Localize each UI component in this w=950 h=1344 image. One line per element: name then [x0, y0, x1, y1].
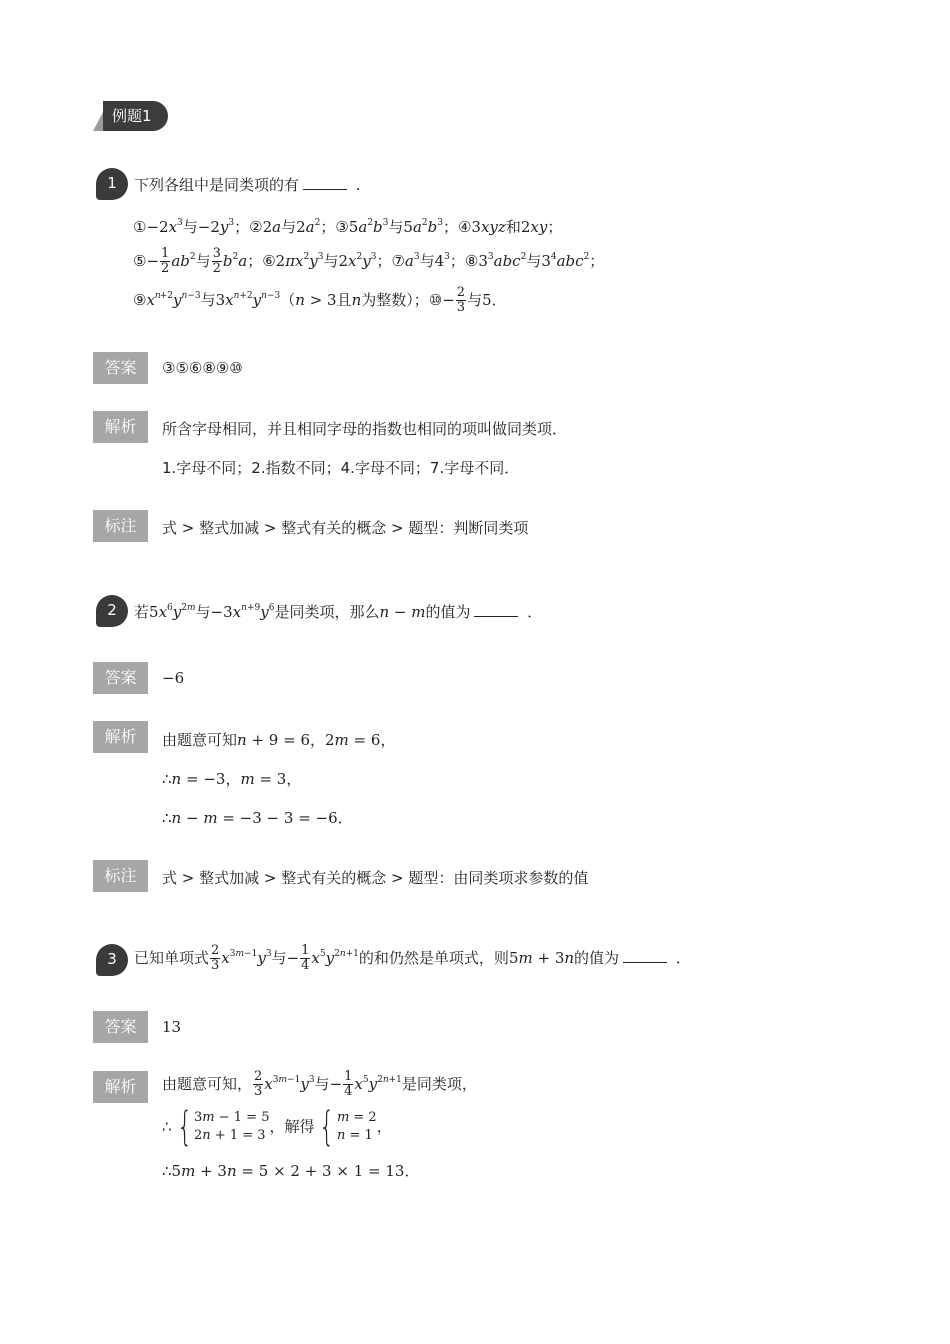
q2-analysis-line-1: 由题意可知n + 9 = 6，2m = 6， [162, 731, 396, 749]
answer-blank [623, 948, 667, 963]
answer-tag: 答案 [93, 352, 148, 384]
q1-note: 式 > 整式加减 > 整式有关的概念 > 题型：判断同类项 [162, 519, 529, 537]
q1-analysis-line-1: 所含字母相同，并且相同字母的指数也相同的项叫做同类项． [162, 420, 568, 438]
note-tag: 标注 [93, 860, 148, 892]
q2-analysis-line-3: ∴n − m = −3 − 3 = −6． [162, 809, 353, 827]
q1-option-line-1: $①-2x^3$与$-2y^3$；②2a与$2a^2$；$③5a^2b^3$与$5a^2b^3$；④3xyz和2xy； [133, 218, 563, 236]
analysis-tag: 解析 [93, 411, 148, 443]
q1-answer: ③⑤⑥⑧⑨⑩ [162, 359, 243, 377]
section-tag [93, 101, 168, 131]
answer-blank [474, 602, 518, 617]
q3-answer: 13 [162, 1018, 182, 1036]
q3-analysis-line-2: ∴ { 3m − 1 = 5 2n + 1 = 3 ，解得 { m = 2 n = 1 ， [162, 1104, 392, 1150]
q2-answer: −6 [162, 669, 185, 687]
question-stem: 若$5x^6y^{2m}$与$-3x^{n+9}y^6$是同类项，那么n − m的值为 ． [134, 603, 543, 621]
q1-option-line-2: ⑤− $\frac{1}{2}$ $ab^2$与 $\frac{3}{2}$ $b^2a$；$⑥2\pi x^2y^3$与$2x^2y^3$；$⑦a^3$与$4^3$；$⑧3^3abc^2$与$3^4abc^2$； [133, 246, 605, 276]
answer-tag: 答案 [93, 1011, 148, 1043]
question-number: 1 [96, 168, 128, 200]
q3-analysis-line-1: 由题意可知， $\frac{2}{3}$ $x^{3m-1}y^3$与− $\frac{1}{4}$ $x^5y^{2n+1}$是同类项， [162, 1069, 477, 1099]
q1-analysis-line-2: 1.字母不同；2.指数不同；4.字母不同；7.字母不同． [162, 459, 520, 477]
q2-note: 式 > 整式加减 > 整式有关的概念 > 题型：由同类项求参数的值 [162, 869, 589, 887]
q1-option-line-3: $⑨x^{n+2}y^{n-3}$与$3x^{n+2}y^{n-3}(n > 3$且n为整数）；⑩− $\frac{2}{3}$ 与5． [133, 285, 507, 315]
answer-tag: 答案 [93, 662, 148, 694]
analysis-tag: 解析 [93, 721, 148, 753]
question-stem: 下列各组中是同类项的有 . [134, 176, 361, 194]
section-label: 例题1 [103, 101, 168, 131]
answer-blank [303, 175, 347, 190]
analysis-tag: 解析 [93, 1071, 148, 1103]
q2-analysis-line-2: ∴n = −3，m = 3， [162, 770, 302, 788]
question-number: 3 [96, 944, 128, 976]
question-stem: 已知单项式 $\frac{2}{3}$ $x^{3m-1}y^3$与− $\frac{1}{4}$ $x^5y^{2n+1}$的和仍然是单项式，则5m + 3n的值为 ． [134, 943, 691, 973]
q3-analysis-line-3: ∴5m + 3n = 5 × 2 + 3 × 1 = 13． [162, 1162, 420, 1180]
note-tag: 标注 [93, 510, 148, 542]
question-number: 2 [96, 595, 128, 627]
